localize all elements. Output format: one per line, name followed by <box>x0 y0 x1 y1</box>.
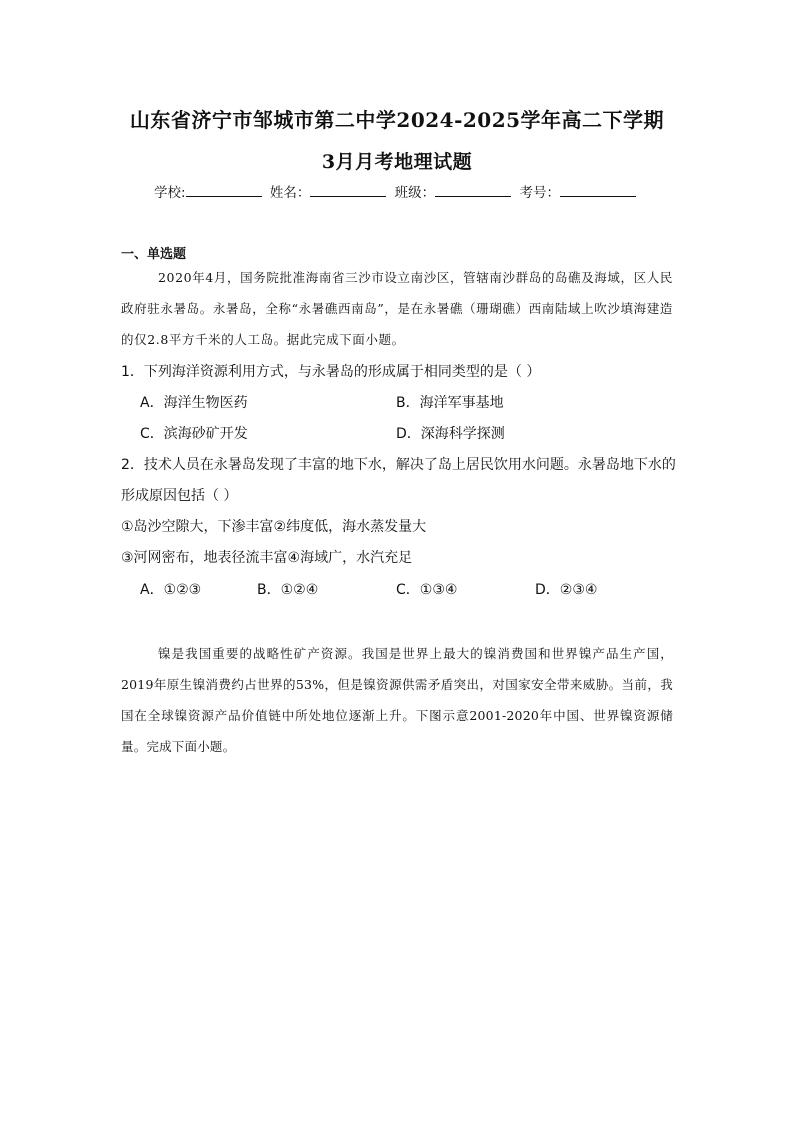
q2-option-c: C．①③④ <box>396 582 458 598</box>
class-label: 班级： <box>394 185 436 201</box>
q2-option-d: D．②③④ <box>535 582 598 598</box>
student-info-row <box>0 181 794 201</box>
name-label: 姓名： <box>269 185 311 201</box>
exam-title-line1: 山东省济宁市邹城市第二中学2024-2025学年高二下学期 <box>129 108 665 132</box>
class-blank <box>435 184 511 197</box>
exam-number-label: 考号： <box>519 185 560 201</box>
name-blank <box>310 184 386 197</box>
q1-option-b: B．海洋军事基地 <box>396 395 504 411</box>
q2-option-a: A．①②③ <box>140 582 202 598</box>
q1-option-c: C．滨海砂矿开发 <box>140 426 248 442</box>
q1-option-d: D．深海科学探测 <box>396 426 505 442</box>
passage-nickel-resources: 镍是我国重要的战略性矿产资源。我国是世界上最大的镍消费国和世界镍产品生产国，2019年原生镍消费约占世界的53%，但是镍资源供需矛盾突出，对国家安全带来威胁。当前，我国在全球镍资源产品价值链中所处地位逐渐上升。下图示意2001-2020年中国、世界镍资源储量。完成下面小题。 <box>121 646 673 754</box>
question-1-stem: 1．下列海洋资源利用方式，与永暑岛的形成属于相同类型的是（ ） <box>121 364 541 380</box>
school-blank <box>186 184 262 197</box>
question-2-stem: 2．技术人员在永暑岛发现了丰富的地下水，解决了岛上居民饮用水问题。永暑岛地下水的形成原因包括（ ） <box>121 457 676 504</box>
school-label: 学校: <box>154 185 186 201</box>
passage-yongshu-island: 2020年4月，国务院批准海南省三沙市设立南沙区，管辖南沙群岛的岛礁及海域，区人民政府驻永暑岛。永暑岛，全称“永暑礁西南岛”，是在永暑礁（珊瑚礁）西南陆域上吹沙填海建造的仅2.8平方千米的人工岛。据此完成下面小题。 <box>121 270 673 347</box>
exam-title-line2: 3月月考地理试题 <box>321 151 473 173</box>
q2-statement-line1: ①岛沙空隙大，下渗丰富②纬度低，海水蒸发量大 <box>121 519 427 535</box>
q2-option-b: B．①②④ <box>257 582 319 598</box>
exam-number-blank <box>560 184 636 197</box>
q1-option-a: A．海洋生物医药 <box>140 395 248 411</box>
q2-statement-line2: ③河网密布，地表径流丰富④海域广，水汽充足 <box>121 550 413 566</box>
section-heading: 一、单选题 <box>121 247 187 262</box>
